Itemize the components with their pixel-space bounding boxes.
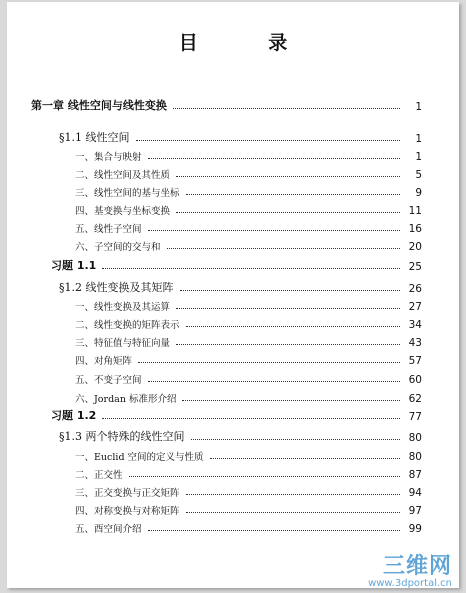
watermark-main-text: 三维网 (382, 554, 452, 579)
toc-entry-section (59, 129, 422, 145)
toc-entry-sub (75, 447, 422, 463)
toc-entry-sub (75, 237, 422, 253)
toc-entry-label: 二、正交性 (75, 470, 123, 481)
toc-entry-sub (75, 183, 422, 199)
toc-entry-page-number: 43 (408, 337, 422, 349)
toc-leader-dots (176, 176, 400, 177)
toc-entry-sub (75, 219, 422, 235)
toc-entry-label: 一、集合与映射 (75, 152, 142, 163)
toc-entry-label: §1.3 两个特殊的线性空间 (59, 430, 185, 443)
toc-entry-page-number: 16 (408, 223, 422, 235)
toc-leader-dots (176, 344, 400, 345)
toc-entry-sub (75, 147, 422, 163)
toc-entry-page-number: 60 (408, 374, 422, 386)
toc-entry-label: 二、线性变换的矩阵表示 (75, 320, 180, 331)
toc-entry-section (59, 279, 422, 295)
toc-entry-sub (75, 315, 422, 331)
document-page (7, 2, 459, 588)
toc-entry-sub (75, 483, 422, 499)
toc-entry-label: 六、Jordan 标准形介绍 (75, 394, 177, 405)
toc-entry-label: 一、线性变换及其运算 (75, 302, 171, 313)
toc-entry-sub (75, 501, 422, 517)
toc-entry-label: 第一章 线性空间与线性变换 (31, 99, 167, 112)
toc-leader-dots (186, 194, 400, 195)
toc-entry-label: §1.1 线性空间 (59, 131, 130, 144)
toc-entry-section (59, 428, 422, 444)
toc-entry-label: 三、特征值与特征向量 (75, 338, 171, 349)
toc-entry-page-number: 80 (408, 451, 422, 463)
toc-entry-page-number: 94 (408, 487, 422, 499)
toc-entry-page-number: 26 (408, 283, 422, 295)
toc-leader-dots (136, 140, 401, 141)
toc-entry-page-number: 5 (415, 169, 422, 181)
toc-entry-page-number: 99 (408, 523, 422, 535)
toc-leader-dots (210, 458, 400, 459)
toc-entry-page-number: 34 (408, 319, 422, 331)
toc-leader-dots (186, 494, 400, 495)
toc-entry-page-number: 11 (408, 205, 422, 217)
toc-entry-label: 习题 1.2 (51, 409, 97, 422)
toc-leader-dots (102, 418, 400, 419)
toc-entry-page-number: 20 (408, 241, 422, 253)
toc-entry-sub (75, 519, 422, 535)
toc-entry-label: 五、线性子空间 (75, 224, 142, 235)
toc-entry-page-number: 27 (408, 301, 422, 313)
toc-entry-exercise (51, 407, 422, 423)
toc-entry-page-number: 62 (408, 393, 422, 405)
toc-entry-page-number: 57 (408, 355, 422, 367)
toc-entry-exercise (51, 257, 422, 273)
toc-leader-dots (176, 308, 400, 309)
toc-leader-dots (129, 476, 400, 477)
watermark-url-text: www.3dportal.cn (368, 578, 452, 589)
toc-entry-page-number: 9 (415, 187, 422, 199)
toc-entry-label: 五、酉空间介绍 (75, 524, 142, 535)
toc-leader-dots (176, 212, 400, 213)
toc-entry-page-number: 80 (408, 432, 422, 444)
toc-entry-page-number: 25 (408, 261, 422, 273)
toc-leader-dots (138, 362, 400, 363)
toc-entry-sub (75, 351, 422, 367)
toc-entry-label: 三、线性空间的基与坐标 (75, 188, 180, 199)
toc-leader-dots (186, 512, 400, 513)
toc-leader-dots (148, 381, 400, 382)
toc-entry-chapter (31, 97, 422, 113)
toc-leader-dots (191, 439, 401, 440)
toc-entry-sub (75, 465, 422, 481)
toc-entry-label: 四、对角矩阵 (75, 356, 133, 367)
toc-leader-dots (102, 268, 400, 269)
toc-leader-dots (182, 400, 400, 401)
page-title: 目 录 (178, 32, 320, 54)
toc-entry-sub (75, 389, 422, 405)
toc-entry-sub (75, 333, 422, 349)
toc-leader-dots (173, 108, 400, 109)
toc-entry-sub (75, 297, 422, 313)
toc-entry-label: 习题 1.1 (51, 259, 97, 272)
toc-leader-dots (167, 248, 400, 249)
toc-entry-sub (75, 370, 422, 386)
toc-entry-label: 二、线性空间及其性质 (75, 170, 171, 181)
toc-entry-sub (75, 201, 422, 217)
toc-entry-sub (75, 165, 422, 181)
toc-leader-dots (148, 230, 400, 231)
toc-entry-page-number: 97 (408, 505, 422, 517)
toc-entry-label: 一、Euclid 空间的定义与性质 (75, 452, 204, 463)
toc-entry-page-number: 87 (408, 469, 422, 481)
toc-entry-page-number: 1 (415, 133, 422, 145)
toc-entry-page-number: 1 (415, 101, 422, 113)
toc-leader-dots (148, 530, 400, 531)
toc-entry-label: §1.2 线性变换及其矩阵 (59, 281, 174, 294)
toc-entry-label: 四、对称变换与对称矩阵 (75, 506, 180, 517)
toc-entry-page-number: 1 (415, 151, 422, 163)
toc-entry-label: 五、不变子空间 (75, 375, 142, 386)
watermark-logo (368, 556, 452, 589)
toc-entry-label: 六、子空间的交与和 (75, 242, 161, 253)
toc-leader-dots (186, 326, 400, 327)
toc-entry-label: 四、基变换与坐标变换 (75, 206, 171, 217)
toc-entry-page-number: 77 (408, 411, 422, 423)
toc-leader-dots (180, 290, 401, 291)
toc-entry-label: 三、正交变换与正交矩阵 (75, 488, 180, 499)
toc-leader-dots (148, 158, 400, 159)
